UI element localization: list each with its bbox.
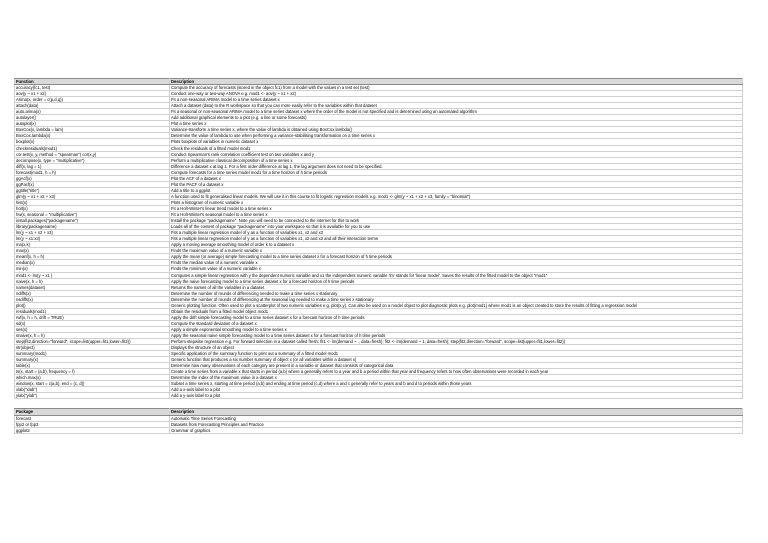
function-row-description-cell: Loads all of the content of package "packagename" into your workspace so that it is available for you to use <box>170 224 743 230</box>
function-row-name-cell: ggPacf(x) <box>15 181 170 187</box>
function-row-description-cell: Plots boxplots of variables in numeric dataset x <box>170 139 743 145</box>
function-row <box>15 393 743 399</box>
function-row-name-cell: lm(y ~ x1 + x2 + x3) <box>15 230 170 236</box>
function-row-description-cell: Conduct one-way or two-way ANOVA e.g. mod1 <- aov(y ~ x1 + x2) <box>170 91 743 97</box>
function-row-description-cell: Determine the value of lambda to use when performing a variance-stabilising transformation on a time series x <box>170 133 743 139</box>
function-row-description-cell: Generic function that produces a six number summary of object x (or all variables within a dataset x) <box>170 357 743 363</box>
function-row-description-cell: Fit a Holt-Winter's linear trend model to a time series x <box>170 205 743 211</box>
function-row-description-cell: Plot the ACF of a dataset x <box>170 175 743 181</box>
package-row-description-cell: Datasets from Forecasting Principles and Practice <box>170 421 743 427</box>
packages-table-body <box>15 415 743 433</box>
function-row-name-cell: str(object) <box>15 345 170 351</box>
function-row-name-cell: plot() <box>15 302 170 308</box>
function-row-name-cell: aov(y ~ x1 + x2) <box>15 91 170 97</box>
function-row-name-cell: checkresiduals(mod1) <box>15 145 170 151</box>
functions-table-body <box>15 85 743 399</box>
function-row-description-cell: Determine the index of the maximum value in a dataset x <box>170 375 743 381</box>
function-row-description-cell: Specific application of the summary function to print out a summary of a fitted model mod1 <box>170 351 743 357</box>
function-row-name-cell: meanf(x, h = h) <box>15 254 170 260</box>
function-row-description-cell: Finds the minimum value of a numeric variable x <box>170 266 743 272</box>
package-column-header: Package <box>15 409 170 415</box>
function-row-description-cell: Finds the median value of a numeric variable x <box>170 260 743 266</box>
description-column-header: Description <box>170 79 743 85</box>
function-row-name-cell: Arima(x, order = c(p,d,q)) <box>15 97 170 103</box>
function-row-description-cell: Fits a multiple linear regression model of y as a function of variables x1, x2 and x3 and all their interaction terms <box>170 236 743 242</box>
package-row-name-cell: forecast <box>15 415 170 421</box>
function-row-name-cell: step(fit2,direction="forward", scope=list(upper=fit1,lower=fit2)) <box>15 339 170 345</box>
function-row-name-cell: ndiffs(x) <box>15 290 170 296</box>
package-row-name-cell: ggplot2 <box>15 427 170 433</box>
function-row-description-cell: Apply a moving average smoothing model of order k to a dataset x <box>170 242 743 248</box>
function-row-name-cell: install.packages("packagename") <box>15 218 170 224</box>
function-row-description-cell: Determine the number of rounds of differencing at the seasonal lag needed to make a time series x stationary <box>170 296 743 302</box>
function-row-description-cell: Check the residuals of a fitted model mod1 <box>170 145 743 151</box>
function-row-name-cell: summary(mod1) <box>15 351 170 357</box>
function-row-name-cell: ts(x, start = (a,b), frequency = f) <box>15 369 170 375</box>
function-row-description-cell: Apply the naive forecasting model to a time series dataset x for a forecast horizon of h time periods <box>170 278 743 284</box>
function-row-name-cell: accuracy(fc1, test) <box>15 85 170 91</box>
function-row-name-cell: summary(x) <box>15 357 170 363</box>
function-row-description-cell: Fit a Holt-Winter's seasonal model to a time series x <box>170 212 743 218</box>
function-row-name-cell: residuals(mod1) <box>15 308 170 314</box>
function-row-description-cell: Conduct Spearman's rank correlation coefficient test on two variables x and y <box>170 151 743 157</box>
function-row-description-cell: Plots a histogram of numeric variable x <box>170 199 743 205</box>
function-row-name-cell: hist(x) <box>15 199 170 205</box>
function-row-description-cell: Install the package "packagename". Note you will need to be connected to the internet for this to work <box>170 218 743 224</box>
function-row-name-cell: window(x, start = c(a,b), end = (c, d)) <box>15 381 170 387</box>
function-row-name-cell: glm(y ~ x1 + x2 + x3) <box>15 193 170 199</box>
function-row-description-cell: Compute the accuracy of forecasts (stored in the object fc1) from a model with the values in a test set (test) <box>170 85 743 91</box>
function-row-description-cell: Fit a non-seasonal ARIMA model to a time series dataset x <box>170 97 743 103</box>
function-row-description-cell: Compute the standard deviation of a dataset x <box>170 320 743 326</box>
function-row-description-cell: Returns the names of all the variables in a dataset <box>170 284 743 290</box>
function-row-description-cell: Determine how many observations of each category are present in a variable or dataset that consists of categorical data <box>170 363 743 369</box>
function-row-name-cell: diff(x, lag = 1) <box>15 163 170 169</box>
function-row-description-cell: Perform a multiplicative classical decomposition of a time series x <box>170 157 743 163</box>
package-row-name-cell: fpp2 or fpp3 <box>15 421 170 427</box>
function-column-header: Function <box>15 79 170 85</box>
function-row-name-cell: table(x) <box>15 363 170 369</box>
function-row-name-cell: naive(x, h = h) <box>15 278 170 284</box>
function-row-description-cell: Determine the number of rounds of differencing needed to make a time series x stationary <box>170 290 743 296</box>
function-row-description-cell: Attach a dataset (data) to the R workspace so that you can more easily refer to the variables within that dataset <box>170 103 743 109</box>
function-row-description-cell: Variance-transform a time series x, where the value of lambda is obtained using BoxCox.lambda() <box>170 127 743 133</box>
function-row-description-cell: Apply the drift simple forecasting model to a time series dataset x for a forecast horizon of h time periods <box>170 314 743 320</box>
function-row-description-cell: Add a title to a ggplot <box>170 187 743 193</box>
function-row-name-cell: lm(y ~ x1:x3) <box>15 236 170 242</box>
function-row-name-cell: median(x) <box>15 260 170 266</box>
function-row-name-cell: attach(data) <box>15 103 170 109</box>
function-row-description-cell: Plot the PACF of a dataset x <box>170 181 743 187</box>
function-row-description-cell: Fits a multiple linear regression model of y as a function of variables x1, x2 and x3 <box>170 230 743 236</box>
function-row-description-cell: Add a x-axis label to a plot <box>170 387 743 393</box>
function-row-name-cell: BoxCox(x, lambda = lam) <box>15 127 170 133</box>
function-row-description-cell: Subset a time series x, starting at time period (a,b) and ending at time period (c,d) where a and c generally refer to years and b and d to periods within those years <box>170 381 743 387</box>
package-description-column-header: Description <box>170 409 743 415</box>
function-row-name-cell: sd(x) <box>15 320 170 326</box>
functions-table <box>14 78 743 399</box>
function-row-name-cell: hw(x, seasonal = "multiplicative") <box>15 212 170 218</box>
function-row-description-cell: Difference a dataset x at lag 1. For a first order difference at lag 1, the lag argument does not need to be specified. <box>170 163 743 169</box>
packages-table <box>14 408 743 433</box>
function-row-name-cell: BoxCox.lambda(x) <box>15 133 170 139</box>
function-row-description-cell: Fit a seasonal or non-seasonal ARIMA model to a time series dataset x where the order of the model is not specified and is determined using an automated algorithm <box>170 109 743 115</box>
function-row-name-cell: ylab("ylab") <box>15 393 170 399</box>
package-row <box>15 427 743 433</box>
function-row-description-cell: Perform stepwise regression e.g. For forward selection in a dataset called fresh: fit1 <- lm(demand ~ ., data=fresh); fit2 <- lm(demand ~ 1, data=fresh); step(fit2,direction="forward", scope=list(upper=fit1,lower=fit2)) <box>170 339 743 345</box>
function-row-name-cell: snaive(x, h = h) <box>15 332 170 338</box>
function-row-name-cell: rwf(x, h = h, drift = TRUE) <box>15 314 170 320</box>
function-row-name-cell: ma(x,k) <box>15 242 170 248</box>
function-row-description-cell: Computes a simple linear regression with y the dependent numeric variable and x1 the independent numeric variable 'lm' stands for 'linear model'. Saves the results of the fitted model to the object "mod1" <box>170 272 743 278</box>
function-row-name-cell: ses(x) <box>15 326 170 332</box>
function-row-name-cell: max(x) <box>15 248 170 254</box>
function-row-name-cell: ggAcf(x) <box>15 175 170 181</box>
function-row-name-cell: autoplot(x) <box>15 121 170 127</box>
function-row-name-cell: mod1 <- lm(y ~ x1 ) <box>15 272 170 278</box>
package-row-description-cell: Automatic Time Series Forecasting <box>170 415 743 421</box>
function-row-name-cell: nsdiffs(x) <box>15 296 170 302</box>
function-row-name-cell: decompose(x, type = "multiplicative") <box>15 157 170 163</box>
function-row-description-cell: Add a y-axis label to a plot <box>170 393 743 399</box>
function-row-description-cell: Generic plotting function. Often used to plot a scatterplot of two numeric variables e.g. plot(x,y). Can also be used on a model object to plot diagnostic plots e.g. plot(mod1) where mod1 is an object created to store the results of fitting a regression model <box>170 302 743 308</box>
function-row-description-cell: Apply the mean (or average) simple forecasting model to a time series dataset x for a forecast horizon of h time periods <box>170 254 743 260</box>
function-row-name-cell: boxplot(x) <box>15 139 170 145</box>
function-row-name-cell: library(packagename) <box>15 224 170 230</box>
spreadsheet-page <box>14 78 742 434</box>
function-row-name-cell: auto.arima(x) <box>15 109 170 115</box>
function-row-description-cell: Apply a simple exponential smoothing model to a time series x <box>170 326 743 332</box>
function-row-name-cell: names(dataset) <box>15 284 170 290</box>
function-row-description-cell: A function used to fit generalised linear models. We will use it in this course to fit logistic regression models e.g. mod1 <- glm(y ~ x1 + x2 + x3, family = "binomial") <box>170 193 743 199</box>
function-row-name-cell: forecast(mod1, h = h) <box>15 169 170 175</box>
function-row-description-cell: Obtain the residuals from a fitted model object mod1 <box>170 308 743 314</box>
function-row-description-cell: Compute forecasts for a time series model mod1 for a time horizon of h time periods <box>170 169 743 175</box>
function-row-description-cell: Finds the maximum value of a numeric variable x <box>170 248 743 254</box>
function-row-description-cell: Apply the seasonal naive simple forecasting model to a time series dataset x for a forecast horizon of h time periods <box>170 332 743 338</box>
function-row-description-cell: Displays the structure of an object <box>170 345 743 351</box>
function-row-description-cell: Add additional graphical elements to a plot (e.g. a line or some forecasts) <box>170 115 743 121</box>
function-row-name-cell: min(x) <box>15 266 170 272</box>
function-row-name-cell: cor.test(x, y, method = "spearman") cor(x,y) <box>15 151 170 157</box>
function-row-description-cell: Create a time series from a variable x that starts in period (a,b) where a generally refers to a year and b a period within that year and frequency refers to how often observations were recorded in each year <box>170 369 743 375</box>
function-row-name-cell: xlab("xlab") <box>15 387 170 393</box>
function-row-name-cell: which.max(x) <box>15 375 170 381</box>
function-row-description-cell: Plot a time series x <box>170 121 743 127</box>
package-row-description-cell: Grammar of graphics <box>170 427 743 433</box>
function-row-name-cell: holt(x) <box>15 205 170 211</box>
function-row-name-cell: autolayer() <box>15 115 170 121</box>
function-row-name-cell: ggtitle("title") <box>15 187 170 193</box>
